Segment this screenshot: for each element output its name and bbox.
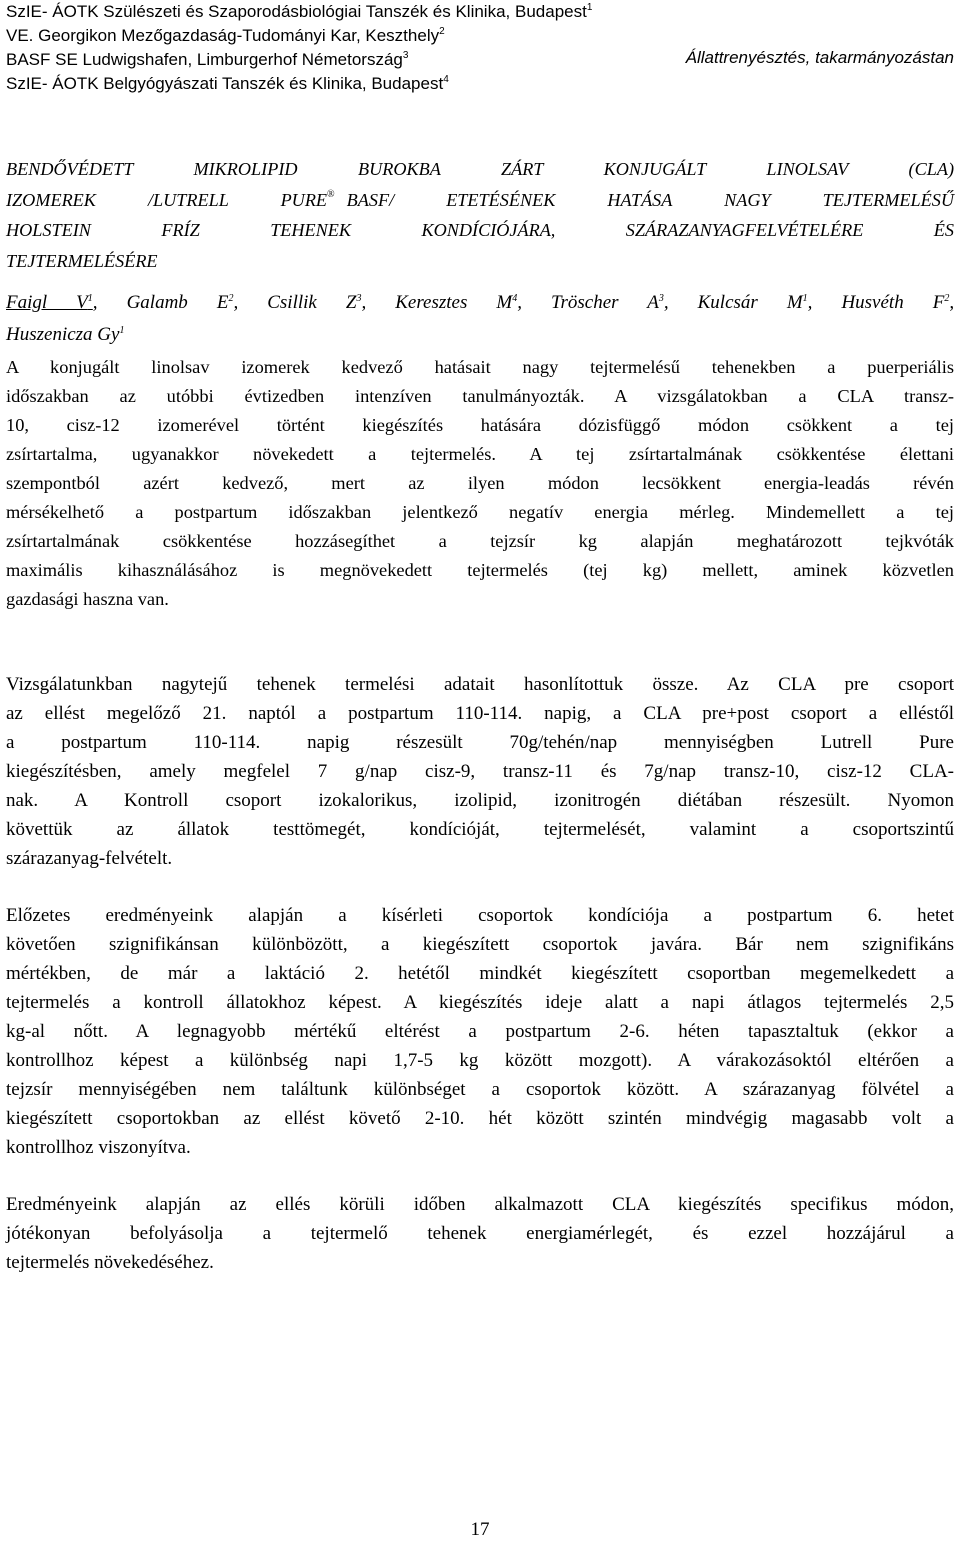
text-line: maximális kihasználásához is megnövekedett tejtermelés (tej kg) mellett, aminek közvetlen [6,560,954,580]
author-2: Galamb $E^2$ [126,292,234,313]
page-header [6,0,954,100]
text-line: kontrollhoz viszonyítva. [6,1137,191,1158]
title-line-2: IZOMEREK /LUTRELL PURE® BASF/ ETETÉSÉNEK HATÁSA NAGY TEJTERMELÉSŰ [6,188,954,210]
author-8: Huszenicza Gy$^1$ [6,324,125,345]
text-line: zsírtartalma, ugyanakkor növekedett a tejtermelés. A tej zsírtartalmának csökkentése élettani [6,444,954,464]
text-line: Előzetes eredményeink alapján a kísérleti csoportok kondíciója a postpartum 6. hetet [6,905,954,926]
title-line-3: HOLSTEIN FRÍZ TEHENEK KONDÍCIÓJÁRA, SZÁRAZANYAGFELVÉTELÉRE ÉS [6,220,954,240]
text-line: nak. A Kontroll csoport izokalorikus, izolipid, izonitrogén diétában részesült. Nyomon [6,790,954,811]
text-line: zsírtartalmának csökkentése hozzásegíthet a tejzsír kg alapján meghatározott tejkvóták [6,531,954,551]
abstract-paragraph [6,353,954,614]
affiliation-2: VE. Georgikon Mezőgazdaság-Tudományi Kar, Keszthely$^2$ [6,26,445,45]
text-line: követően szignifikánsan különbözött, a kiegészített csoportok javára. Bár nem szignifikáns [6,934,954,955]
author-5: Tröscher $A^3$ [550,292,664,313]
paper-title [6,154,954,276]
text-line: 10, cisz-12 izomerével történt kiegészítés hatására dózisfüggő módon csökkent a tej [6,415,954,435]
affiliation-1: SzIE- ÁOTK Szülészeti és Szaporodásbiológiai Tanszék és Klinika, Budapest$^1$ [6,2,593,21]
text-line: tejtermelés a kontroll állatokhoz képest. A kiegészítés ideje alatt a napi átlagos tejtermelés 2,5 [6,992,954,1013]
text-line: tejzsír mennyiségében nem találtunk különbséget a csoportok között. A szárazanyag fölvétel a [6,1079,954,1100]
results-paragraph [6,901,954,1162]
page-number: 17 [470,1519,490,1540]
text-line: mértékben, de már a laktáció 2. hetétől mindkét kiegészített csoportban megemelkedett a [6,963,954,984]
text-line: szárazanyag-felvételt. [6,848,173,869]
text-line: Eredményeink alapján az ellés körüli időben alkalmazott CLA kiegészítés specifikus módon, [6,1194,954,1215]
registered-mark: ® [327,188,335,200]
title-line-1: BENDŐVÉDETT MIKROLIPID BUROKBA ZÁRT KONJUGÁLT LINOLSAV (CLA) [6,159,954,179]
text-line: jótékonyan befolyásolja a tejtermelő tehenek energiamérlegét, és ezzel hozzájárul a [6,1223,954,1244]
affiliation-4: SzIE- ÁOTK Belgyógyászati Tanszék és Klinika, Budapest$^4$ [6,74,449,93]
author-7: Husvéth $F^2$ [841,292,950,313]
text-line: Vizsgálatunkban nagytejű tehenek termelési adatait hasonlítottuk össze. Az CLA pre csoport [6,674,954,695]
author-4: Keresztes $M^4$ [395,292,518,313]
affiliation-3: BASF SE Ludwigshafen, Limburgerhof Németország$^3$ [6,50,409,69]
author-list: Faigl $V^1$, Galamb $E^2$, Csillik $Z^3$, Keresztes $M^4$, Tröscher $A^3$, Kulcsár $M^1$, Husvéth $F^2$, Huszenicza Gy$^1$ [6,292,955,345]
author-6: Kulcsár $M^1$ [697,292,808,313]
text-line: kiegészítésben, amely megfelel 7 g/nap cisz-9, transz-11 és 7g/nap transz-10, cisz-12 CLA- [6,761,954,782]
conclusion-paragraph [6,1190,954,1277]
text-line: a postpartum 110-114. napig részesült 70g/tehén/nap mennyiségben Lutrell Pure [6,732,954,753]
text-line: mérsékelhető a postpartum időszakban jelentkező negatív energia mérleg. Mindemellett a tej [6,502,954,522]
text-line: az ellést megelőző 21. naptól a postpartum 110-114. napig, a CLA pre+post csoport a elléstől [6,703,954,724]
methods-paragraph [6,670,954,873]
text-line: kiegészített csoportokban az ellést követő 2-10. hét között szintén mindvégig magasabb volt a [6,1108,954,1129]
text-line: időszakban az utóbbi évtizedben intenzíven tanulmányozták. A vizsgálatokban a CLA transz- [6,386,954,406]
title-line-4: TEJTERMELÉSÉRE [6,250,158,271]
text-line: A konjugált linolsav izomerek kedvező hatásait nagy tejtermelésű tehenekben a puerperiális [6,357,954,377]
author-1: Faigl $V^1$ [6,292,93,313]
text-line: gazdasági haszna van. [6,589,169,609]
text-line: kg-al nőtt. A legnagyobb mértékű eltérést a postpartum 2-6. héten tapasztaltuk (ekkor a [6,1021,954,1042]
text-line: tejtermelés növekedéséhez. [6,1252,214,1273]
text-line: kontrollhoz képest a különbség napi 1,7-5 kg között mozgott). A várakozásoktól eltérően a [6,1050,954,1071]
section-label: Állattrenyésztés, takarmányozástan [685,48,954,67]
author-3: Csillik $Z^3$ [267,292,362,313]
text-line: követtük az állatok testtömegét, kondícióját, tejtermelését, valamint a csoportszintű [6,819,954,840]
text-line: szempontból azért kedvező, mert az ilyen módon lecsökkent energia-leadás révén [6,473,954,493]
